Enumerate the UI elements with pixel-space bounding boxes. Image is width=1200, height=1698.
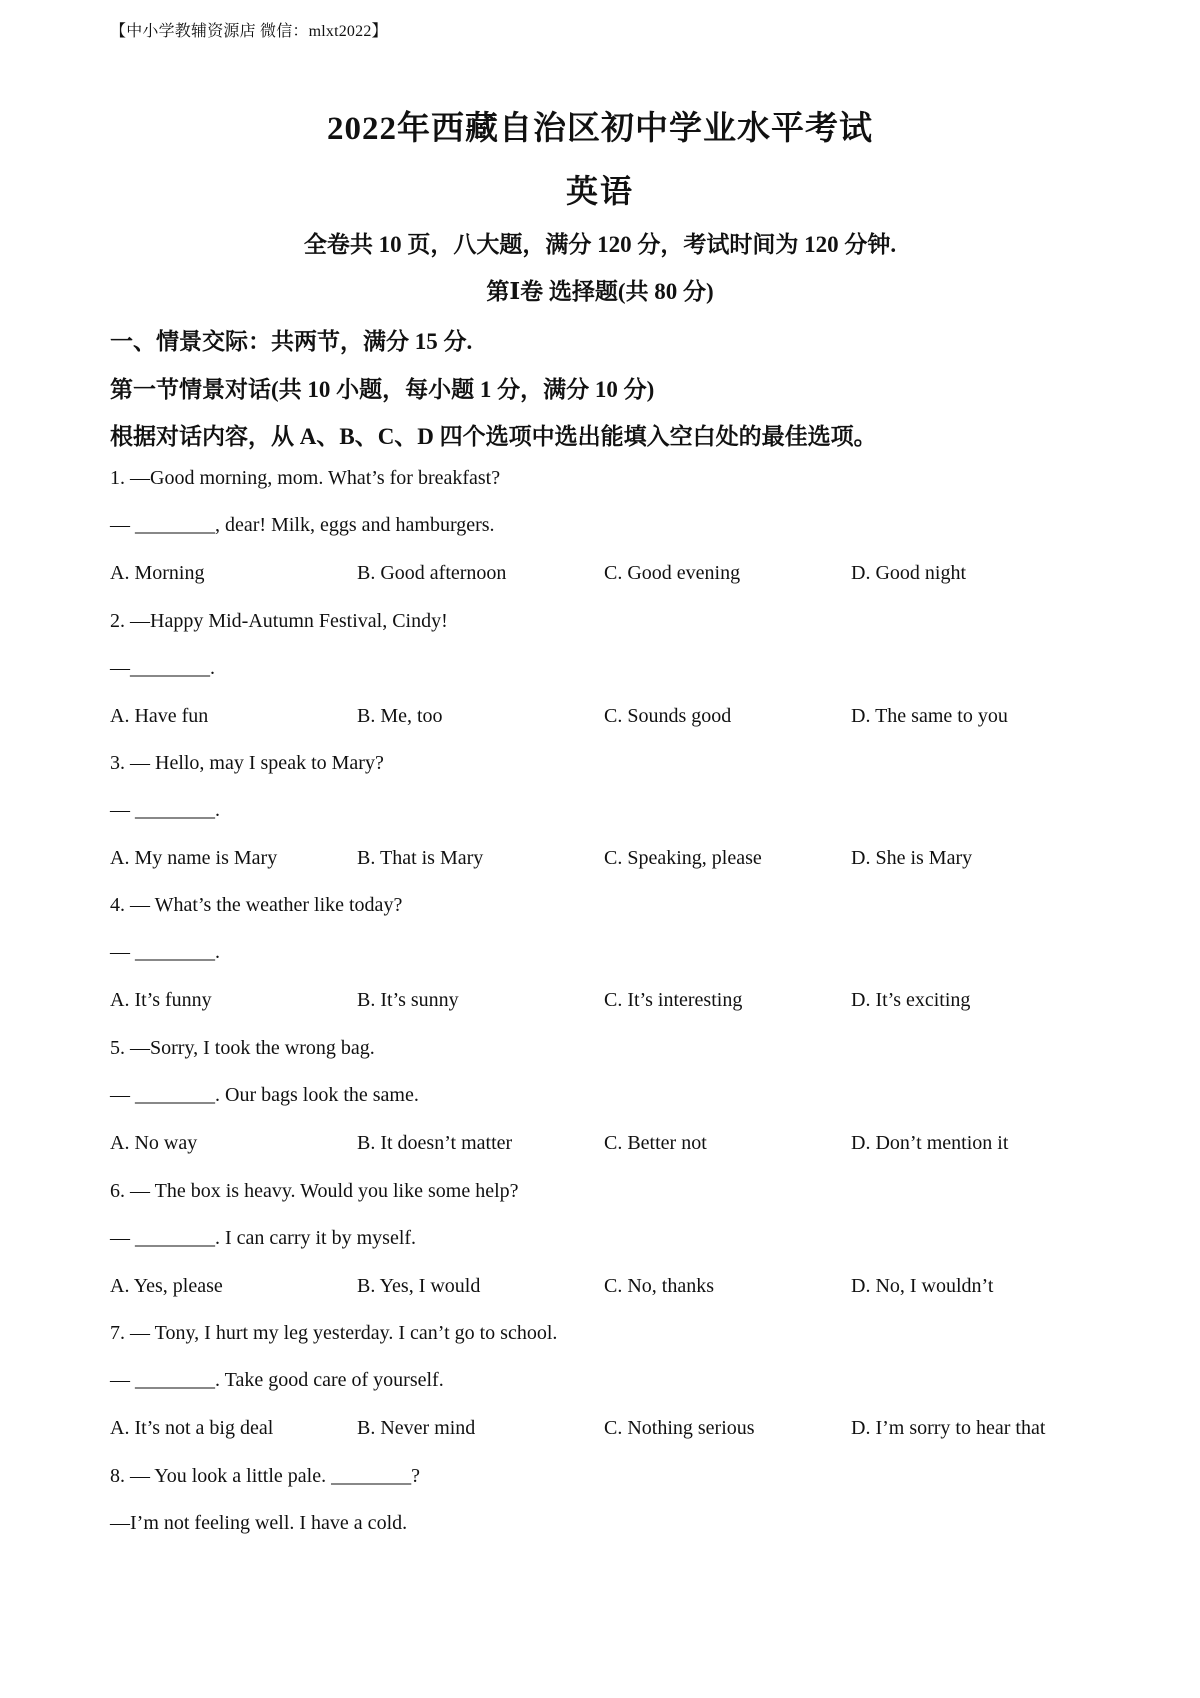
option-b: B. It doesn’t matter: [357, 1132, 513, 1154]
options-row: [110, 562, 1110, 592]
option-b: B. It’s sunny: [357, 989, 459, 1011]
option-c: C. Speaking, please: [604, 847, 762, 869]
option-a: A. My name is Mary: [110, 847, 278, 869]
question-reply: — ________.: [110, 941, 220, 963]
options-row: [110, 989, 1110, 1019]
option-c: C. It’s interesting: [604, 989, 743, 1011]
option-d: D. It’s exciting: [851, 989, 971, 1011]
question-reply: — ________.: [110, 799, 220, 821]
option-b: B. That is Mary: [357, 847, 484, 869]
option-a: A. Have fun: [110, 705, 209, 727]
option-c: C. Good evening: [604, 562, 741, 584]
question-stem: 8. — You look a little pale. ________?: [110, 1465, 420, 1487]
option-a: A. No way: [110, 1132, 198, 1154]
option-d: D. Good night: [851, 562, 966, 584]
option-c: C. Sounds good: [604, 705, 732, 727]
question-stem: 6. — The box is heavy. Would you like some help?: [110, 1180, 519, 1202]
exam-info: 全卷共 10 页，八大题，满分 120 分，考试时间为 120 分钟.: [303, 232, 897, 257]
question-stem: 4. — What’s the weather like today?: [110, 894, 403, 916]
question-reply: — ________. I can carry it by myself.: [110, 1227, 417, 1249]
option-b: B. Yes, I would: [357, 1275, 481, 1297]
section-instruction: 根据对话内容，从 A、B、C、D 四个选项中选出能填入空白处的最佳选项。: [110, 424, 877, 449]
option-c: C. Nothing serious: [604, 1417, 755, 1439]
subsection-heading: 第一节情景对话(共 10 小题，每小题 1 分，满分 10 分): [110, 377, 655, 402]
options-row: [110, 1275, 1110, 1305]
option-a: A. Yes, please: [110, 1275, 223, 1297]
question-stem: 2. —Happy Mid-Autumn Festival, Cindy!: [110, 610, 448, 632]
question-stem: 7. — Tony, I hurt my leg yesterday. I can’t go to school.: [110, 1322, 558, 1344]
option-d: D. No, I wouldn’t: [851, 1275, 994, 1297]
question-reply: — ________, dear! Milk, eggs and hamburgers.: [110, 514, 495, 536]
option-c: C. No, thanks: [604, 1275, 714, 1297]
option-d: D. The same to you: [851, 705, 1008, 727]
option-a: A. Morning: [110, 562, 205, 584]
question-reply: — ________. Take good care of yourself.: [110, 1369, 444, 1391]
question-reply: —I’m not feeling well. I have a cold.: [110, 1512, 408, 1534]
option-d: D. I’m sorry to hear that: [851, 1417, 1046, 1439]
question-stem: 3. — Hello, may I speak to Mary?: [110, 752, 384, 774]
option-a: A. It’s not a big deal: [110, 1417, 274, 1439]
option-a: A. It’s funny: [110, 989, 212, 1011]
option-d: D. Don’t mention it: [851, 1132, 1009, 1154]
exam-title: 2022年西藏自治区初中学业水平考试: [327, 111, 873, 147]
question-stem: 1. —Good morning, mom. What’s for breakfast?: [110, 467, 501, 489]
options-row: [110, 705, 1110, 735]
options-row: [110, 1417, 1110, 1447]
question-stem: 5. —Sorry, I took the wrong bag.: [110, 1037, 375, 1059]
section-heading: 一、情景交际：共两节，满分 15 分.: [110, 329, 473, 354]
question-reply: — ________. Our bags look the same.: [110, 1084, 419, 1106]
option-b: B. Good afternoon: [357, 562, 507, 584]
part-title: 第Ⅰ卷 选择题(共 80 分): [486, 279, 714, 304]
options-row: [110, 1132, 1110, 1162]
subject-title: 英语: [565, 173, 634, 209]
option-b: B. Me, too: [357, 705, 443, 727]
question-reply: —________.: [110, 657, 215, 679]
option-d: D. She is Mary: [851, 847, 973, 869]
watermark: 【中小学教辅资源店 微信：mlxt2022】: [110, 23, 388, 40]
option-b: B. Never mind: [357, 1417, 476, 1439]
options-row: [110, 847, 1110, 877]
option-c: C. Better not: [604, 1132, 707, 1154]
